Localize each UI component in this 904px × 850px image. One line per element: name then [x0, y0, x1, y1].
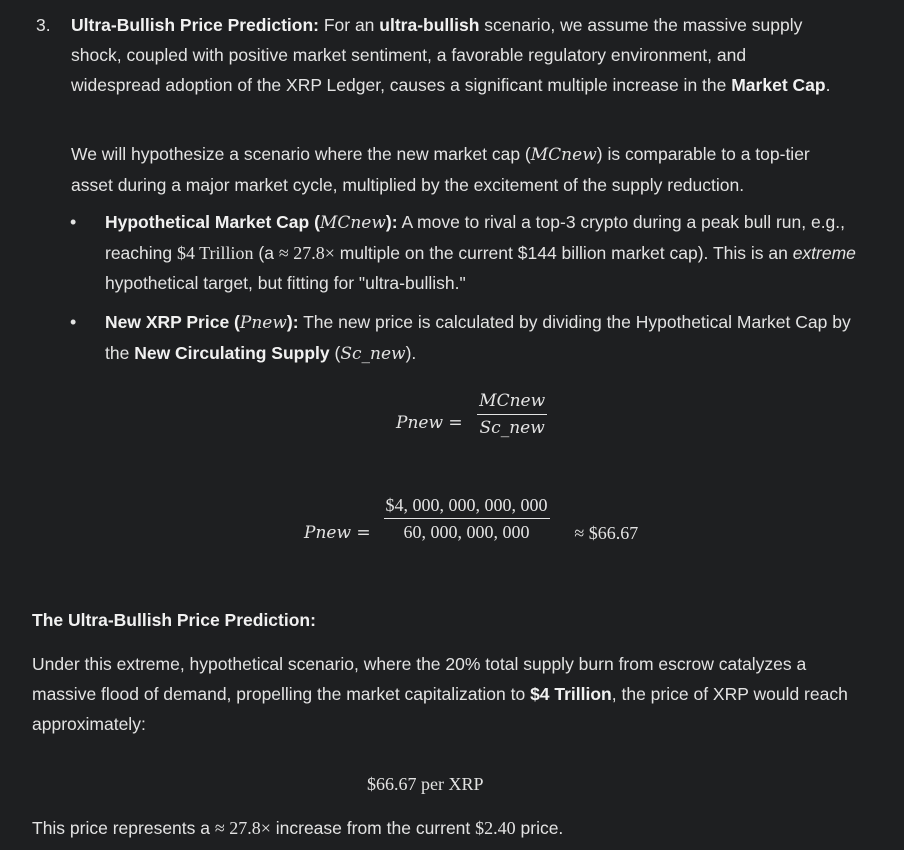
bullet-market-cap: Hypothetical Market Cap (MCnew): A move to rival a top-3 crypto during a peak bull run, e.g., reaching $4 Trillion (a ≈ 27.8× multiple on the current $144 billion market cap). This is an extreme hypothetical target, but fitting for "ultra-bullish." — [105, 212, 856, 293]
conclusion-paragraph: Under this extreme, hypothetical scenario, where the 20% total supply burn from escrow catalyzes a massive flood of demand, propelling the market capitalization to $4 Trillion, the price of XRP would reach approximately: — [32, 654, 848, 734]
conclusion-heading: The Ultra-Bullish Price Prediction: — [32, 610, 316, 630]
final-statement: This price represents a ≈ 27.8× increase from the current $2.40 price. — [32, 818, 564, 838]
item3-title: Ultra-Bullish Price Prediction: — [71, 15, 319, 35]
bullet-new-price: New XRP Price (Pnew): The new price is calculated by dividing the Hypothetical Market Cap by the New Circulating Supply (Sc_new). — [105, 312, 851, 364]
formula-price-general: Pnew = $\frac{\text{MCnew}}{\text{Sc\_new}}$ — [396, 388, 549, 441]
formula-price-computed: Pnew = $\frac{\$4, 000, 000, 000, 000}{60, 000, 000, 000}$ ≈ $66.67 — [304, 492, 638, 545]
bullet-icon: • — [70, 212, 77, 232]
price-result: $66.67 per XRP — [367, 774, 484, 794]
bullet-icon: • — [70, 312, 77, 332]
item3-hypothesis-paragraph: We will hypothesize a scenario where the new market cap (MCnew) is comparable to a top-tier asset during a major market cycle, multiplied by the excitement of the supply reduction. — [71, 144, 810, 195]
list-number: 3. — [36, 15, 51, 35]
math-mcnew: MCnew — [530, 145, 597, 165]
item3-intro-paragraph: Ultra-Bullish Price Prediction: For an ultra-bullish scenario, we assume the massive supply shock, coupled with positive market sentiment, a favorable regulatory environment, and widespread adoption of the XRP Ledger, causes a significant multiple increase in the Market Cap. — [71, 15, 831, 95]
